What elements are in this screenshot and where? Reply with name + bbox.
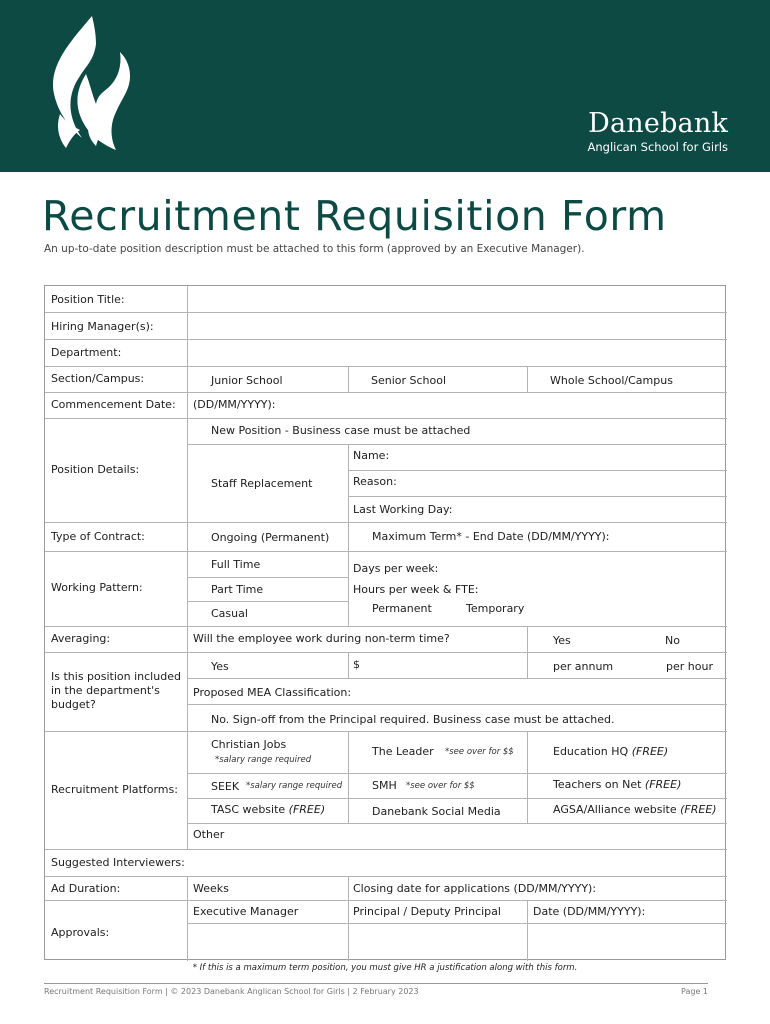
last-working-day-label: Last Working Day: (353, 503, 453, 516)
days-per-week-label: Days per week: (353, 562, 439, 575)
option-temporary[interactable]: Temporary (466, 602, 525, 615)
flame-logo-icon (40, 14, 140, 154)
page-title: Recruitment Requisition Form (42, 192, 667, 240)
smh-note: *see over for $$ (406, 781, 475, 791)
option-danebank-social[interactable]: Danebank Social Media (372, 805, 501, 818)
option-seek[interactable]: SEEK (211, 780, 240, 793)
header-banner (0, 0, 770, 172)
commencement-date-label: Commencement Date: (51, 398, 176, 411)
closing-date-label: Closing date for applications (DD/MM/YYYY): (353, 882, 597, 895)
option-senior-school[interactable]: Senior School (371, 374, 447, 387)
budget-question-label: Is this position included in the department's budget? (51, 670, 181, 711)
option-staff-replacement[interactable]: Staff Replacement (211, 477, 313, 490)
position-title-label: Position Title: (51, 293, 125, 306)
replacement-reason-label: Reason: (353, 475, 397, 488)
page-subtitle: An up-to-date position description must be attached to this form (approved by an Executive Manager). (44, 243, 585, 255)
option-per-hour[interactable]: per hour (666, 660, 713, 673)
suggested-interviewers-label: Suggested Interviewers: (51, 856, 185, 869)
mea-classification-label: Proposed MEA Classification: (193, 686, 352, 699)
footnote: * If this is a maximum term position, you must give HR a justification along with this form. (192, 963, 578, 973)
option-new-position[interactable]: New Position - Business case must be attached (211, 424, 471, 437)
weeks-label: Weeks (193, 882, 229, 895)
hiring-manager-label: Hiring Manager(s): (51, 320, 154, 333)
position-details-label: Position Details: (51, 463, 140, 476)
hours-per-week-label: Hours per week & FTE: (353, 583, 479, 596)
option-whole-school[interactable]: Whole School/Campus (550, 374, 673, 387)
ad-duration-label: Ad Duration: (51, 882, 121, 895)
executive-manager-label: Executive Manager (193, 905, 299, 918)
the-leader-note: *see over for $$ (445, 747, 514, 757)
option-teachers-on-net[interactable]: Teachers on Net (FREE) (553, 778, 682, 791)
christian-jobs-note: *salary range required (215, 755, 312, 765)
approval-date-label: Date (DD/MM/YYYY): (533, 905, 646, 918)
section-campus-label: Section/Campus: (51, 372, 145, 385)
option-budget-yes[interactable]: Yes (211, 660, 229, 673)
department-label: Department: (51, 346, 122, 359)
working-pattern-label: Working Pattern: (51, 581, 143, 594)
option-tasc-website[interactable]: TASC website (FREE) (211, 803, 326, 816)
option-permanent[interactable]: Permanent (372, 602, 432, 615)
brand-name: Danebank (588, 108, 728, 139)
option-non-term-no[interactable]: No (665, 634, 680, 647)
option-christian-jobs[interactable]: Christian Jobs (211, 738, 287, 751)
option-ongoing[interactable]: Ongoing (Permanent) (211, 531, 330, 544)
recruitment-platforms-label: Recruitment Platforms: (51, 783, 178, 796)
option-junior-school[interactable]: Junior School (211, 374, 283, 387)
option-non-term-yes[interactable]: Yes (553, 634, 571, 647)
approvals-label: Approvals: (51, 926, 110, 939)
seek-note: *salary range required (246, 781, 343, 791)
footer-text: Recruitment Requisition Form | © 2023 Danebank Anglican School for Girls | 2 February 2023 (44, 987, 419, 996)
dollar-label: $ (353, 658, 360, 671)
option-education-hq[interactable]: Education HQ (FREE) (553, 745, 669, 758)
option-agsa-website[interactable]: AGSA/Alliance website (FREE) (553, 803, 717, 816)
replacement-name-label: Name: (353, 449, 390, 462)
option-the-leader[interactable]: The Leader (372, 745, 434, 758)
commencement-date-format: (DD/MM/YYYY): (193, 398, 276, 411)
option-budget-no[interactable]: No. Sign-off from the Principal required. Business case must be attached. (211, 713, 615, 726)
non-term-question: Will the employee work during non-term time? (193, 632, 450, 645)
brand-subtitle: Anglican School for Girls (587, 140, 728, 154)
averaging-label: Averaging: (51, 632, 111, 645)
option-smh[interactable]: SMH (372, 779, 397, 792)
option-casual[interactable]: Casual (211, 607, 248, 620)
option-full-time[interactable]: Full Time (211, 558, 261, 571)
page-number: Page 1 (681, 987, 708, 996)
principal-label: Principal / Deputy Principal (353, 905, 501, 918)
requisition-form (44, 285, 726, 960)
footer-divider (44, 983, 708, 984)
option-other[interactable]: Other (193, 828, 225, 841)
type-of-contract-label: Type of Contract: (51, 530, 145, 543)
option-part-time[interactable]: Part Time (211, 583, 264, 596)
option-maximum-term[interactable]: Maximum Term* - End Date (DD/MM/YYYY): (372, 530, 610, 543)
option-per-annum[interactable]: per annum (553, 660, 614, 673)
